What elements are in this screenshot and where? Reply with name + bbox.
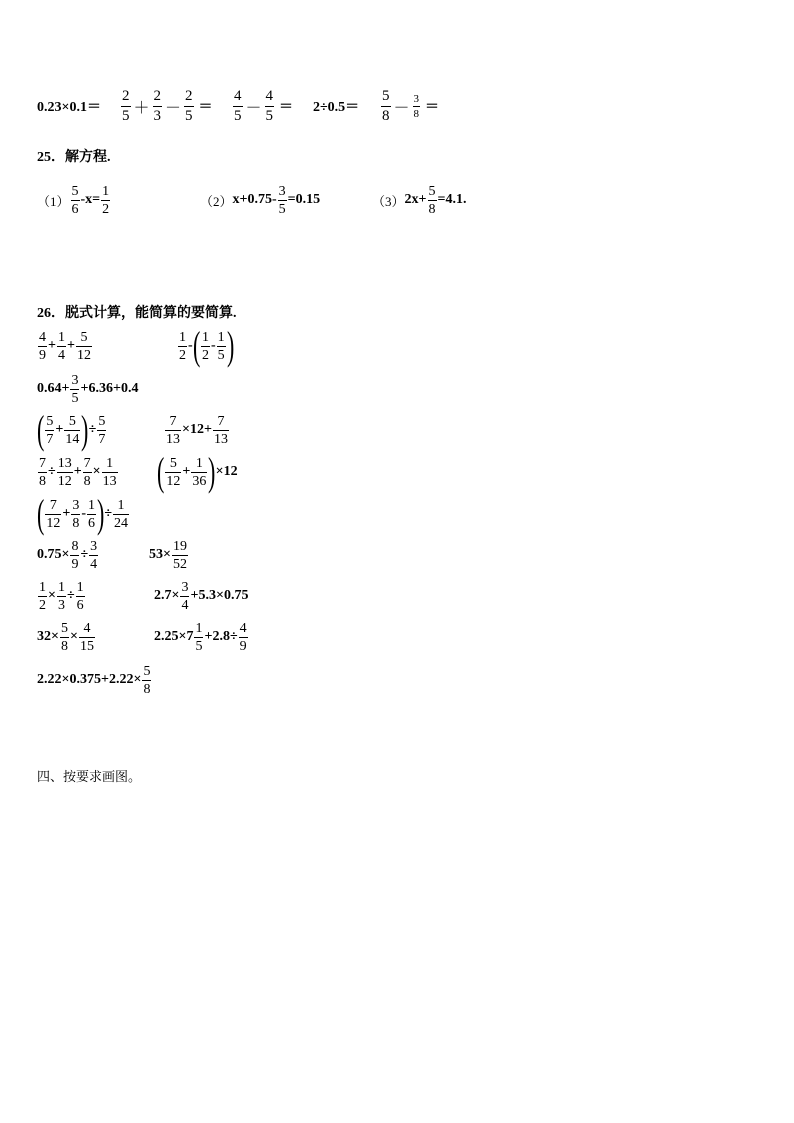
fraction [38, 330, 47, 363]
calc-b [177, 323, 235, 368]
equals-sign: ＝ [279, 100, 294, 115]
denominator: 24 [114, 515, 128, 531]
fraction [165, 456, 181, 489]
numerator: 4 [265, 87, 274, 104]
expr-g-post: ×12 [215, 464, 238, 479]
plus-sign: ＋ [133, 99, 150, 117]
expr-h-op1: + [62, 506, 71, 521]
expr-text: =0.15 [287, 192, 321, 207]
fraction [71, 184, 80, 217]
expr-text: x+0.75- [232, 192, 277, 207]
denominator: 5 [71, 390, 79, 406]
calc-g [156, 449, 238, 494]
fraction [217, 330, 226, 363]
denominator: 2 [179, 347, 186, 363]
denominator: 6 [76, 597, 84, 613]
fraction [153, 88, 163, 125]
expr-c-post: +6.36+0.4 [80, 381, 139, 396]
fraction [57, 330, 66, 363]
denominator: 9 [39, 347, 46, 363]
numerator: 7 [39, 455, 46, 471]
fraction [113, 498, 129, 531]
fraction [428, 184, 437, 217]
denominator: 6 [87, 515, 95, 531]
expr-g-op1: + [182, 464, 191, 479]
fraction [278, 184, 287, 217]
denominator: 52 [172, 556, 187, 572]
denominator: 2 [102, 201, 110, 217]
expr-k-op1: × [48, 588, 56, 603]
expr-h-op3: ÷ [104, 506, 112, 521]
fraction [76, 580, 85, 613]
numerator: 5 [382, 87, 390, 104]
fraction [233, 88, 243, 125]
equals-sign: ＝ [425, 100, 440, 115]
denominator: 8 [83, 473, 91, 489]
fraction [178, 330, 187, 363]
fraction [413, 93, 421, 120]
item-label: （1） [37, 193, 70, 209]
oral-calc-5 [380, 86, 439, 126]
equation-2 [200, 180, 320, 220]
oral-calc-4 [313, 88, 359, 124]
expr-k-op2: ÷ [66, 588, 75, 603]
fraction [89, 539, 98, 572]
numerator: 5 [60, 620, 68, 636]
fraction [265, 88, 275, 125]
expr-l-post: +5.3×0.75 [190, 588, 249, 603]
expr-j-pre: 53× [149, 547, 171, 562]
fraction [71, 498, 80, 531]
denominator: 5 [265, 107, 274, 124]
denominator: 3 [57, 597, 65, 613]
expr-text: -x= [80, 192, 101, 207]
item-label: （2） [200, 193, 233, 209]
expr-b-op2: - [211, 338, 216, 353]
numerator: 5 [143, 663, 151, 679]
item-label: （3） [372, 193, 405, 209]
denominator: 13 [213, 431, 228, 447]
fraction [239, 621, 248, 654]
expr-text: =4.1. [437, 192, 467, 207]
numerator: 1 [117, 497, 125, 513]
fraction [180, 580, 189, 613]
denominator: 7 [46, 431, 54, 447]
denominator: 12 [166, 473, 181, 489]
fraction [38, 580, 47, 613]
denominator: 6 [71, 201, 79, 217]
denominator: 14 [65, 431, 80, 447]
fraction [184, 88, 194, 125]
denominator: 4 [90, 556, 98, 572]
numerator: 7 [169, 413, 177, 429]
expr-d-lp: ( [36, 407, 45, 452]
fraction [381, 88, 391, 125]
fraction [102, 456, 118, 489]
fraction [165, 414, 181, 447]
equation-3 [372, 180, 466, 220]
denominator: 12 [57, 473, 72, 489]
equals-sign: ＝ [198, 100, 213, 115]
denominator: 5 [195, 638, 203, 654]
numerator: 2 [122, 87, 130, 104]
denominator: 7 [98, 431, 106, 447]
expr-n-pre: 2.25×7 [154, 629, 194, 644]
numerator: 7 [217, 413, 225, 429]
expr-m-op1: × [69, 629, 78, 644]
fraction [45, 498, 61, 531]
numerator: 5 [80, 329, 88, 345]
question-26-title: 26．脱式计算，能简算的要简算. [37, 306, 237, 321]
expr-g-rp: ) [208, 449, 216, 494]
numerator: 1 [195, 620, 203, 636]
calc-l [154, 577, 248, 615]
denominator: 12 [76, 347, 91, 363]
numerator: 1 [106, 455, 114, 471]
numerator: 8 [71, 538, 79, 554]
calc-f [37, 452, 119, 492]
denominator: 3 [153, 107, 162, 124]
expr-b-op1: - [188, 338, 193, 353]
numerator: 5 [71, 183, 79, 199]
denominator: 13 [166, 431, 180, 447]
expr-b-lp: ( [192, 323, 201, 368]
fraction [194, 621, 203, 654]
denominator: 8 [72, 515, 80, 531]
fraction [201, 330, 210, 363]
minus-sign: － [165, 99, 182, 117]
calc-i [37, 536, 99, 574]
fraction [121, 88, 131, 125]
denominator: 9 [71, 556, 79, 572]
numerator: 3 [181, 579, 189, 595]
denominator: 4 [57, 347, 65, 363]
expr-a-op2: + [66, 338, 75, 353]
expr-m-pre: 32× [37, 629, 59, 644]
expr-text: 0.23×0.1＝ [37, 100, 101, 115]
expr-d-rp: ) [81, 407, 89, 452]
fraction [79, 621, 95, 654]
numerator: 1 [57, 579, 65, 595]
numerator: 3 [71, 372, 79, 388]
section-4-title: 四、按要求画图。 [37, 769, 142, 784]
denominator: 8 [413, 107, 420, 120]
expr-h-op2: - [81, 506, 86, 521]
numerator: 4 [234, 87, 242, 104]
numerator: 1 [102, 183, 110, 199]
denominator: 5 [122, 107, 130, 124]
denominator: 13 [102, 473, 117, 489]
fraction [191, 456, 207, 489]
equation-1 [37, 180, 111, 220]
numerator: 4 [39, 329, 46, 345]
denominator: 9 [239, 638, 247, 654]
question-25-title: 25．解方程. [37, 150, 111, 165]
expr-f-op2: + [73, 464, 82, 479]
expr-i-pre: 0.75× [37, 547, 70, 562]
calc-e [164, 410, 230, 450]
expr-text: 2x+ [404, 192, 427, 207]
calc-n [154, 618, 249, 656]
expr-l-pre: 2.7× [154, 588, 180, 603]
denominator: 8 [143, 681, 151, 697]
calc-h [36, 491, 130, 536]
fraction [45, 414, 54, 447]
numerator: 1 [57, 329, 65, 345]
denominator: 8 [39, 473, 46, 489]
calc-k [37, 577, 86, 615]
minus-sign: － [245, 99, 262, 117]
minus-sign: － [393, 99, 410, 117]
numerator: 4 [239, 620, 247, 636]
fraction [38, 456, 47, 489]
denominator: 12 [46, 515, 61, 531]
oral-calc-2 [120, 86, 213, 126]
calc-c [37, 370, 138, 408]
numerator: 7 [49, 497, 57, 513]
expr-text: 2÷0.5＝ [313, 100, 360, 115]
numerator: 19 [172, 538, 187, 554]
calc-d [36, 407, 107, 452]
expr-a-op1: + [48, 338, 56, 353]
expr-d-op1: + [55, 422, 64, 437]
numerator: 5 [428, 183, 436, 199]
numerator: 7 [83, 455, 91, 471]
denominator: 5 [278, 201, 286, 217]
denominator: 4 [181, 597, 189, 613]
expr-b-rp: ) [226, 323, 235, 368]
denominator: 2 [39, 597, 46, 613]
denominator: 5 [234, 107, 242, 124]
numerator: 1 [217, 329, 225, 345]
denominator: 36 [192, 473, 207, 489]
expr-f-op3: × [92, 464, 101, 479]
calc-o [37, 661, 152, 699]
denominator: 2 [202, 347, 209, 363]
fraction [70, 373, 79, 406]
expr-d-op2: ÷ [88, 422, 97, 437]
denominator: 8 [382, 107, 390, 124]
numerator: 13 [57, 455, 72, 471]
calc-m [37, 618, 96, 656]
numerator: 5 [98, 413, 106, 429]
expr-c-pre: 0.64+ [37, 381, 70, 396]
expr-n-mid: +2.8÷ [204, 629, 238, 644]
numerator: 3 [278, 183, 286, 199]
numerator: 1 [87, 497, 95, 513]
expr-o-pre: 2.22×0.375+2.22× [37, 672, 142, 687]
oral-calc-3 [232, 86, 293, 126]
fraction [70, 539, 79, 572]
numerator: 5 [68, 413, 76, 429]
numerator: 3 [90, 538, 98, 554]
denominator: 5 [217, 347, 225, 363]
numerator: 2 [153, 87, 162, 104]
numerator: 1 [179, 329, 186, 345]
expr-g-lp: ( [156, 449, 165, 494]
calc-a [37, 327, 93, 365]
denominator: 8 [428, 201, 436, 217]
denominator: 8 [60, 638, 68, 654]
fraction [87, 498, 96, 531]
denominator: 15 [79, 638, 94, 654]
expr-e-post: ×12+ [182, 422, 212, 437]
numerator: 1 [39, 579, 46, 595]
expr-h-rp: ) [96, 491, 105, 536]
expr-i-op1: ÷ [80, 547, 89, 562]
numerator: 2 [185, 87, 193, 104]
calc-j [149, 536, 189, 574]
numerator: 1 [202, 329, 209, 345]
numerator: 5 [46, 413, 54, 429]
numerator: 1 [76, 579, 84, 595]
fraction [83, 456, 92, 489]
numerator: 3 [413, 92, 420, 105]
fraction [57, 580, 66, 613]
numerator: 4 [83, 620, 91, 636]
fraction [172, 539, 188, 572]
expr-h-lp: ( [36, 491, 45, 536]
numerator: 5 [169, 455, 177, 471]
fraction [64, 414, 80, 447]
fraction [213, 414, 229, 447]
numerator: 3 [72, 497, 80, 513]
fraction [76, 330, 92, 363]
oral-calc-1 [37, 88, 101, 124]
denominator: 5 [185, 107, 193, 124]
numerator: 1 [195, 455, 203, 471]
fraction [97, 414, 106, 447]
fraction [142, 664, 151, 697]
fraction [101, 184, 110, 217]
fraction [57, 456, 73, 489]
expr-f-op1: ÷ [48, 464, 56, 479]
fraction [60, 621, 69, 654]
